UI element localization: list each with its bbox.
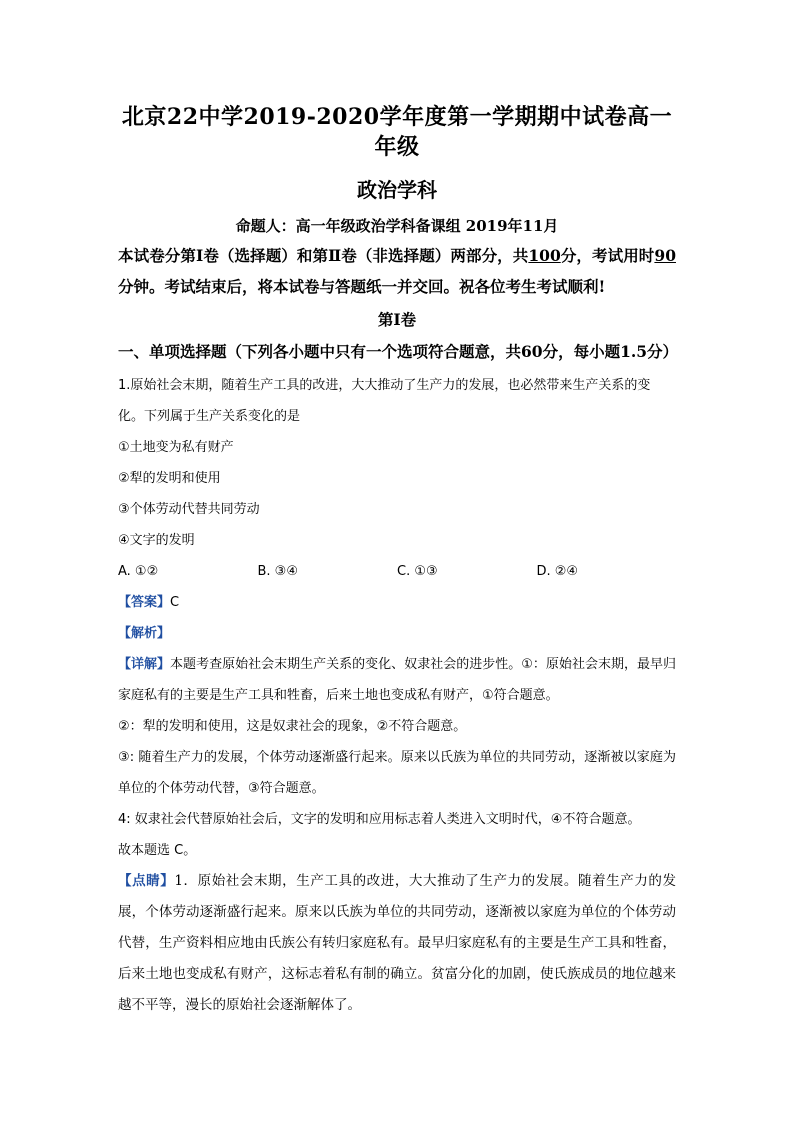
detail-paragraph-3: ③: 随着生产力的发展，个体劳动逐渐盛行起来。原来以氏族为单位的共同劳动，逐渐被以家庭为单位的个体劳动代替，③符合题意。: [118, 750, 676, 796]
exam-subject: 政治学科: [357, 178, 437, 202]
question-stem: 1.原始社会末期，随着生产工具的改进，大大推动了生产力的发展，也必然带来生产关系的变化。下列属于生产关系变化的是: [118, 378, 651, 424]
option-b: B. ③④: [257, 564, 298, 579]
exam-instructions: [118, 240, 676, 302]
intro-text-3: 分钟。考试结束后，将本试卷与答题纸一并交回。祝各位考生考试顺利!: [118, 277, 606, 296]
detail-paragraph: [118, 649, 676, 711]
answer-value: C: [170, 595, 180, 610]
total-score: 100: [528, 246, 561, 265]
intro-text-1: 本试卷分第Ⅰ卷（选择题）和第Ⅱ卷（非选择题）两部分，共: [118, 246, 529, 265]
option-d: D. ②④: [536, 564, 579, 579]
detail-paragraph-4: 4: 奴隶社会代替原始社会后，文字的发明和应用标志着人类进入文明时代，④不符合题意。: [118, 812, 641, 827]
section-title: 一、单项选择题（下列各小题中只有一个选项符合题意，共60分，每小题1.5分）: [118, 342, 679, 361]
conclusion: 故本题选 C。: [118, 843, 197, 858]
analysis-tag: 【解析】: [118, 626, 171, 641]
author-line: 命题人：高一年级政治学科备课组 2019年11月: [235, 217, 559, 235]
detail-tag: 【详解】: [118, 657, 171, 672]
exam-minutes: 90: [654, 246, 676, 265]
part-title: 第Ⅰ卷: [377, 310, 417, 329]
analysis-line: [118, 618, 676, 649]
point-paragraph: [118, 866, 676, 1021]
answer-options: [118, 556, 676, 587]
option-c: C. ①③: [397, 564, 438, 579]
intro-text-2: 分，考试用时: [560, 246, 655, 265]
question-item: ②犁的发明和使用: [118, 471, 221, 486]
detail-text: 本题考查原始社会末期生产关系的变化、奴隶社会的进步性。①：原始社会末期，最早归家庭私有的主要是生产工具和牲畜，后来土地也变成私有财产，①符合题意。: [118, 657, 676, 703]
question-item: ③个体劳动代替共同劳动: [118, 502, 260, 517]
exam-title: 北京22中学2019-2020学年度第一学期期中试卷高一年级: [121, 104, 673, 160]
detail-paragraph-2: ②：犁的发明和使用，这是奴隶社会的现象，②不符合题意。: [118, 719, 467, 734]
question-item: ①土地变为私有财产: [118, 440, 234, 455]
answer-tag: 【答案】: [118, 595, 171, 610]
point-tag: 【点睛】: [118, 873, 175, 889]
point-text: 1．原始社会末期，生产工具的改进，大大推动了生产力的发展。随着生产力的发展，个体劳动逐渐盛行起来。原来以氏族为单位的共同劳动，逐渐被以家庭为单位的个体劳动代替，生产资料相应地由氏族公有转归家庭私有。最早归家庭私有的主要是生产工具和牲畜，后来土地也变成私有财产，这标志着私有制的确立。贫富分化的加剧，使氏族成员的地位越来越不平等，漫长的原始社会逐渐解体了。: [118, 873, 677, 1013]
option-a: A. ①②: [118, 564, 159, 579]
answer-line: [118, 587, 676, 618]
question-1: [118, 370, 676, 556]
question-item: ④文字的发明: [118, 533, 195, 548]
